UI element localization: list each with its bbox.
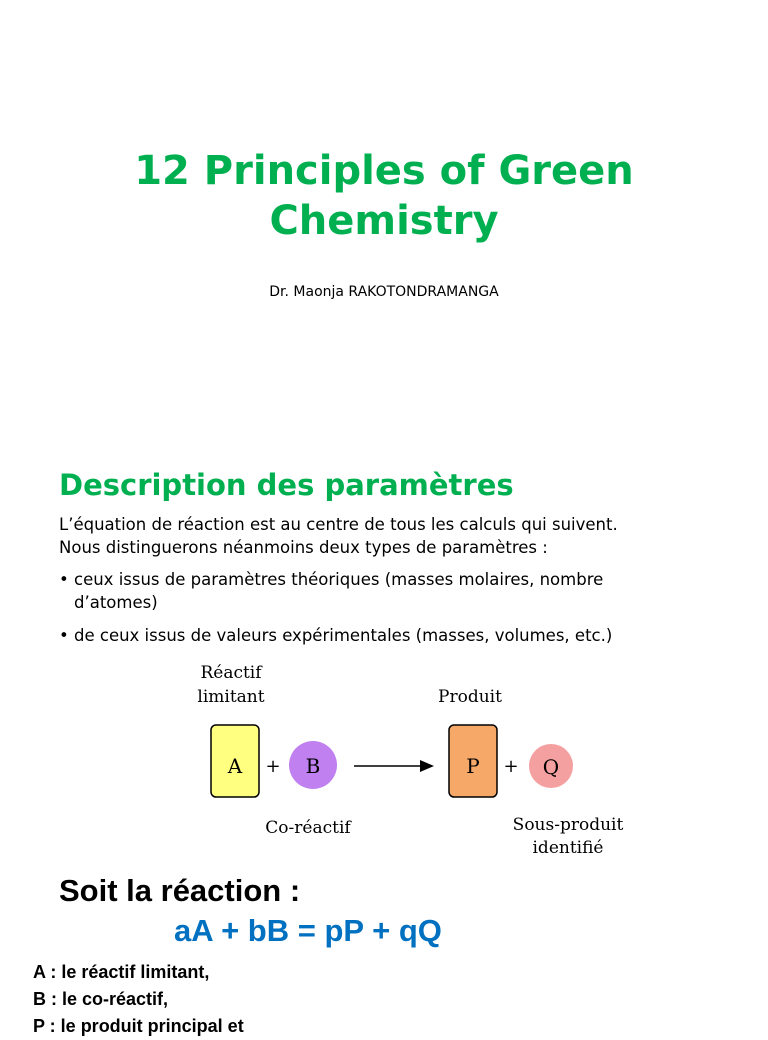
reaction-equation: aA + bB = pP + qQ — [174, 913, 442, 948]
box-p-label: P — [466, 754, 480, 778]
intro-text — [59, 513, 719, 559]
circle-q-label: Q — [542, 755, 560, 779]
plus-sign-2: + — [503, 756, 519, 777]
bullet-1-line-1: ceux issus de paramètres théoriques (masses molaires, nombre — [74, 570, 604, 589]
bullet-1-line-2: d’atomes) — [74, 593, 158, 612]
label-reactif-limitant-line-1: Réactif — [200, 663, 262, 683]
soit-la-reaction-heading: Soit la réaction : — [59, 873, 301, 908]
definition-p: P : le produit principal et — [33, 1016, 244, 1036]
box-a-label: A — [227, 754, 243, 778]
definition-list — [33, 959, 244, 1040]
circle-b-label: B — [305, 754, 321, 778]
bullet-2-line-1: de ceux issus de valeurs expérimentales (masses, volumes, etc.) — [74, 626, 613, 645]
reaction-diagram — [0, 655, 768, 865]
label-sous-produit-line-2: identifié — [532, 838, 604, 858]
bullet-marker: • — [59, 626, 69, 645]
definition-b: B : le co-réactif, — [33, 989, 169, 1009]
bullet-marker: • — [59, 570, 69, 589]
title-line-1: 12 Principles of Green — [134, 148, 634, 194]
intro-line-1: L’équation de réaction est au centre de tous les calculs qui suivent. — [59, 515, 618, 534]
intro-line-2: Nous distinguerons néanmoins deux types de paramètres : — [59, 538, 548, 557]
reaction-arrow-head — [420, 760, 434, 772]
definition-a: A : le réactif limitant, — [33, 962, 210, 982]
list-item — [59, 624, 719, 647]
list-item — [59, 568, 719, 614]
plus-sign-1: + — [265, 756, 281, 777]
parameter-list — [59, 568, 719, 657]
section-heading: Description des paramètres — [59, 468, 514, 502]
title-line-2: Chemistry — [269, 198, 499, 244]
author-name: Dr. Maonja RAKOTONDRAMANGA — [269, 284, 499, 300]
slide-title — [0, 146, 768, 246]
label-produit: Produit — [438, 687, 502, 707]
label-sous-produit-line-1: Sous-produit — [512, 815, 624, 835]
label-reactif-limitant-line-2: limitant — [197, 687, 265, 707]
label-co-reactif: Co-réactif — [265, 818, 351, 838]
